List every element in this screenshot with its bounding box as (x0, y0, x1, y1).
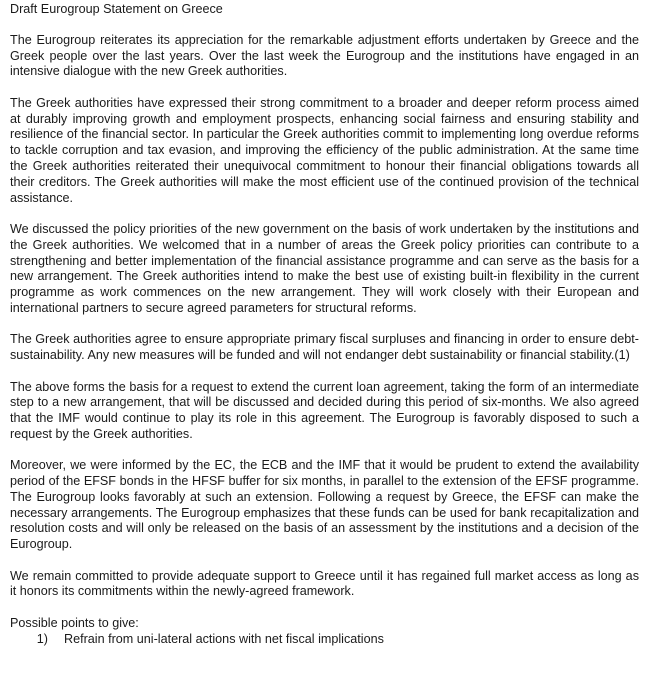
list-item-number: 1) (36, 631, 48, 646)
points-list (10, 632, 639, 648)
list-item (10, 632, 639, 648)
paragraph-policy-priorities: We discussed the policy priorities of the new government on the basis of work undertaken by the institutions and the Greek authorities. We welcomed that in a number of areas the Greek policy priorities can contribute to a strengthening and better implementation of the financial assistance programme and can serve as the basis for a new arrangement. The Greek authorities intend to make the best use of existing built-in flexibility in the current programme as work commences on the new arrangement. They will work closely with their European and international partners to secure agreed parameters for structural reforms. (10, 221, 639, 315)
paragraph-fiscal-surpluses: The Greek authorities agree to ensure appropriate primary fiscal surpluses and financing in order to ensure debt-sustainability. Any new measures will be funded and will not endanger debt sustainability or financial stability.(1) (10, 332, 639, 363)
list-item-text: Refrain from uni-lateral actions with net fiscal implications (64, 631, 384, 646)
paragraph-reform-commitment: The Greek authorities have expressed their strong commitment to a broader and deeper reform process aimed at durably improving growth and employment prospects, enhancing social fairness and ensuring stability and resilience of the financial sector. In particular the Greek authorities commit to implementing long overdue reforms to tackle corruption and tax evasion, and improving the efficiency of the public administration. At the same time the Greek authorities reiterated their unequivocal commitment to honour their financial obligations towards all their creditors. The Greek authorities will make the most efficient use of the continued provision of the technical assistance. (10, 95, 639, 205)
paragraph-loan-extension: The above forms the basis for a request to extend the current loan agreement, taking the form of an intermediate step to a new arrangement, that will be discussed and decided during this period of six-months. We also agreed that the IMF would continue to play its role in this agreement. The Eurogroup is favorably disposed to such a request by the Greek authorities. (10, 379, 639, 441)
document-title: Draft Eurogroup Statement on Greece (10, 2, 223, 16)
paragraph-efsf-bonds: Moreover, we were informed by the EC, the ECB and the IMF that it would be prudent to extend the availability period of the EFSF bonds in the HFSF buffer for six months, in parallel to the extension of the EFSF programme. The Eurogroup looks favorably at such an extension. Following a request by Greece, the EFSF can make the necessary arrangements. The Eurogroup emphasizes that these funds can be used for bank recapitalization and resolution costs and will only be released on the basis of an assessment by the institutions and a decision of the Eurogroup. (10, 458, 639, 552)
paragraph-continued-support: We remain committed to provide adequate support to Greece until it has regained full market access as long as it honors its commitments within the newly-agreed framework. (10, 568, 639, 599)
points-heading: Possible points to give: (10, 615, 139, 630)
paragraph-appreciation: The Eurogroup reiterates its appreciation for the remarkable adjustment efforts undertaken by Greece and the Greek people over the last years. Over the last week the Eurogroup and the institutions have engaged in an intensive dialogue with the new Greek authorities. (10, 32, 639, 79)
